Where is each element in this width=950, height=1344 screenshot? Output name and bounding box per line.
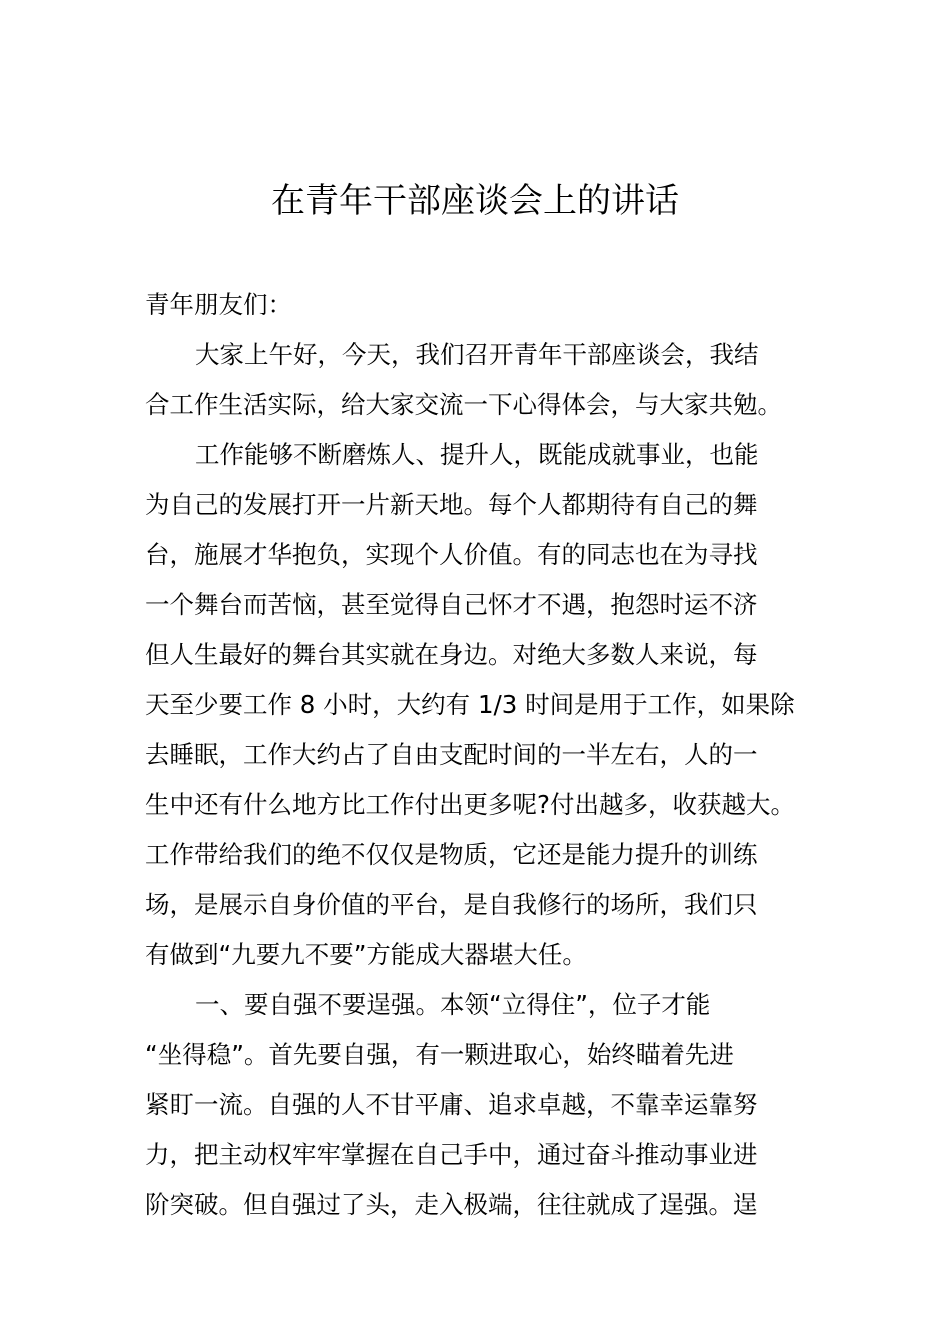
paragraph-line: “坐得稳”。首先要自强，有一颗进取心，始终瞄着先进 xyxy=(145,1040,734,1069)
paragraph-line: 天至少要工作 8 小时，大约有 1/3 时间是用于工作，如果除 xyxy=(145,690,795,719)
document-title: 在青年干部座谈会上的讲话 xyxy=(271,181,679,221)
paragraph-line: 但人生最好的舞台其实就在身边。对绝大多数人来说，每 xyxy=(145,640,758,669)
paragraph-line: 工作带给我们的绝不仅仅是物质，它还是能力提升的训练 xyxy=(145,840,758,869)
paragraph-line: 紧盯一流。自强的人不甘平庸、追求卓越，不靠幸运靠努 xyxy=(145,1090,758,1119)
paragraph-line: 阶突破。但自强过了头，走入极端，往往就成了逞强。逞 xyxy=(145,1190,758,1219)
salutation-line: 青年朋友们： xyxy=(145,290,292,319)
paragraph-line: 一、要自强不要逞强。本领“立得住”，位子才能 xyxy=(195,990,711,1019)
paragraph-line: 工作能够不断磨炼人、提升人，既能成就事业，也能 xyxy=(195,440,759,469)
paragraph-line: 力，把主动权牢牢掌握在自己手中，通过奋斗推动事业进 xyxy=(145,1140,758,1169)
paragraph-line: 大家上午好，今天，我们召开青年干部座谈会，我结 xyxy=(195,340,759,369)
paragraph-line: 场，是展示自身价值的平台，是自我修行的场所，我们只 xyxy=(145,890,758,919)
paragraph-line: 台，施展才华抱负，实现个人价值。有的同志也在为寻找 xyxy=(145,540,758,569)
document-body xyxy=(145,280,820,1230)
paragraph-line: 去睡眠，工作大约占了自由支配时间的一半左右，人的一 xyxy=(145,740,758,769)
paragraph-line: 一个舞台而苦恼，甚至觉得自己怀才不遇，抱怨时运不济 xyxy=(145,590,758,619)
paragraph-line: 生中还有什么地方比工作付出更多呢?付出越多，收获越大。 xyxy=(145,790,796,819)
paragraph-line: 合工作生活实际，给大家交流一下心得体会，与大家共勉。 xyxy=(145,390,782,419)
paragraph-line: 有做到“九要九不要”方能成大器堪大任。 xyxy=(145,940,587,969)
paragraph-line: 为自己的发展打开一片新天地。每个人都期待有自己的舞 xyxy=(145,490,758,519)
